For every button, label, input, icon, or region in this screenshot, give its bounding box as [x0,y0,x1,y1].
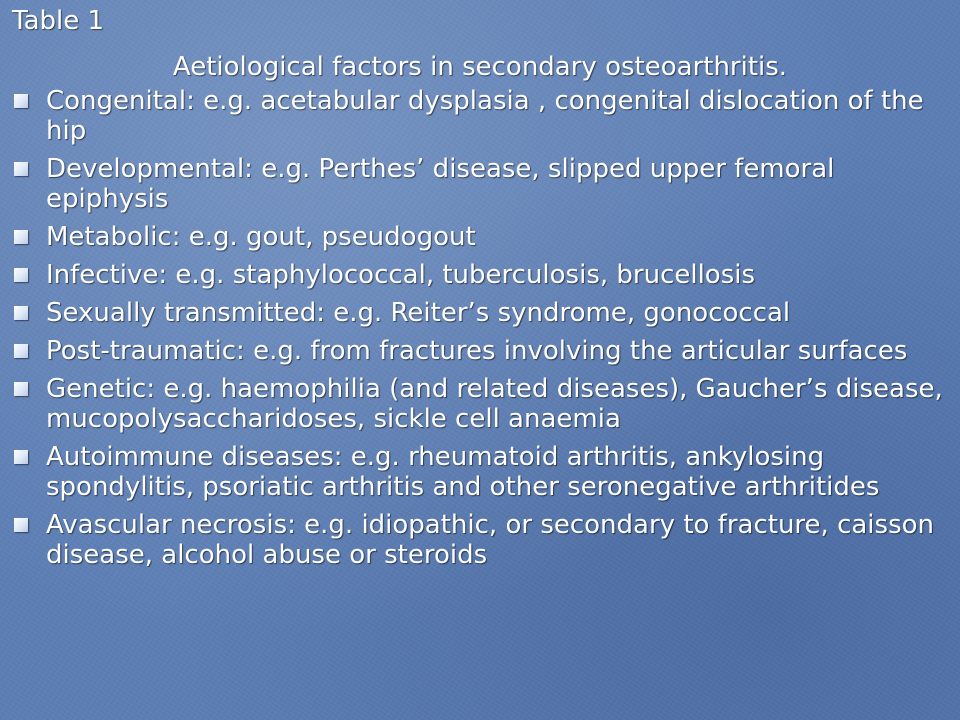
bullet-item-developmental [0,154,960,214]
bullet-text: Autoimmune diseases: e.g. rheumatoid arthritis, ankylosing spondylitis, psoriatic arthritis and other seronegative arthritides [46,442,880,502]
bullet-item-sexually-transmitted [0,298,960,328]
square-bullet-icon [14,306,28,320]
square-bullet-icon [14,344,28,358]
bullet-item-genetic [0,374,960,434]
bullet-item-autoimmune [0,442,960,502]
bullet-list [0,86,960,578]
bullet-item-post-traumatic [0,336,960,366]
square-bullet-icon [14,450,28,464]
bullet-text: Post-traumatic: e.g. from fractures involving the articular surfaces [46,336,908,366]
square-bullet-icon [14,518,28,532]
bullet-text: Genetic: e.g. haemophilia (and related diseases), Gaucher’s disease, mucopolysaccharidoses, sickle cell anaemia [46,374,943,434]
bullet-text: Metabolic: e.g. gout, pseudogout [46,222,476,252]
square-bullet-icon [14,162,28,176]
square-bullet-icon [14,268,28,282]
bullet-text: Infective: e.g. staphylococcal, tuberculosis, brucellosis [46,260,756,290]
square-bullet-icon [14,382,28,396]
bullet-text: Developmental: e.g. Perthes’ disease, slipped upper femoral epiphysis [46,154,835,214]
bullet-item-avascular-necrosis [0,510,960,570]
bullet-text: Congenital: e.g. acetabular dysplasia , congenital dislocation of the hip [46,86,924,146]
table-label: Table 1 [12,6,105,36]
square-bullet-icon [14,230,28,244]
bullet-item-congenital [0,86,960,146]
bullet-text: Avascular necrosis: e.g. idiopathic, or secondary to fracture, caisson disease, alcohol abuse or steroids [46,510,934,570]
square-bullet-icon [14,94,28,108]
bullet-item-infective [0,260,960,290]
bullet-item-metabolic [0,222,960,252]
slide-title: Aetiological factors in secondary osteoarthritis. [172,52,788,82]
bullet-text: Sexually transmitted: e.g. Reiter’s syndrome, gonococcal [46,298,791,328]
